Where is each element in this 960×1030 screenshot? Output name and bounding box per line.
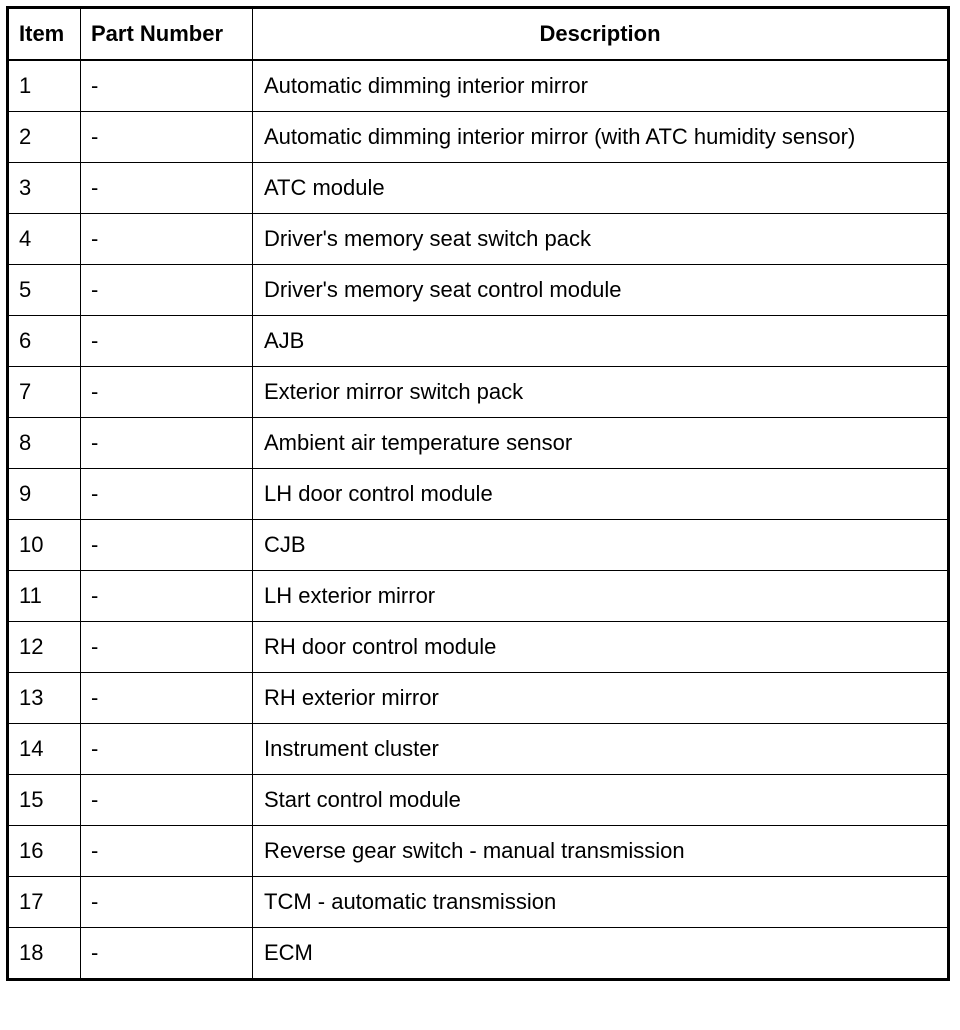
table-row [8, 163, 949, 214]
item-cell: 7 [8, 367, 81, 418]
item-cell: 18 [8, 928, 81, 980]
table-row [8, 877, 949, 928]
table-row [8, 265, 949, 316]
description-cell: ATC module [253, 163, 949, 214]
table-row [8, 571, 949, 622]
table-row [8, 316, 949, 367]
part-number-cell: - [81, 826, 253, 877]
part-number-cell: - [81, 214, 253, 265]
part-number-cell: - [81, 928, 253, 980]
item-cell: 15 [8, 775, 81, 826]
part-number-cell: - [81, 316, 253, 367]
table-row [8, 214, 949, 265]
table-row [8, 622, 949, 673]
part-number-cell: - [81, 265, 253, 316]
item-cell: 10 [8, 520, 81, 571]
part-number-cell: - [81, 367, 253, 418]
part-number-cell: - [81, 112, 253, 163]
table-row [8, 928, 949, 980]
description-cell: TCM - automatic transmission [253, 877, 949, 928]
part-number-cell: - [81, 877, 253, 928]
description-cell: Ambient air temperature sensor [253, 418, 949, 469]
item-cell: 1 [8, 60, 81, 112]
item-cell: 12 [8, 622, 81, 673]
item-cell: 14 [8, 724, 81, 775]
table-row [8, 520, 949, 571]
part-number-cell: - [81, 469, 253, 520]
description-cell: CJB [253, 520, 949, 571]
table-row [8, 60, 949, 112]
description-cell: ECM [253, 928, 949, 980]
item-column-header: Item [8, 8, 81, 61]
table-body [8, 60, 949, 980]
part-number-cell: - [81, 724, 253, 775]
table-header-row [8, 8, 949, 61]
table-row [8, 775, 949, 826]
item-cell: 2 [8, 112, 81, 163]
item-cell: 16 [8, 826, 81, 877]
description-column-header: Description [253, 8, 949, 61]
item-cell: 6 [8, 316, 81, 367]
table-row [8, 469, 949, 520]
part-number-cell: - [81, 622, 253, 673]
description-cell: AJB [253, 316, 949, 367]
item-cell: 8 [8, 418, 81, 469]
part-number-column-header: Part Number [81, 8, 253, 61]
part-number-cell: - [81, 163, 253, 214]
item-cell: 5 [8, 265, 81, 316]
table-row [8, 673, 949, 724]
description-cell: Automatic dimming interior mirror (with ATC humidity sensor) [253, 112, 949, 163]
description-cell: Automatic dimming interior mirror [253, 60, 949, 112]
item-cell: 13 [8, 673, 81, 724]
part-number-cell: - [81, 520, 253, 571]
item-cell: 4 [8, 214, 81, 265]
part-number-cell: - [81, 60, 253, 112]
description-cell: RH door control module [253, 622, 949, 673]
table-row [8, 826, 949, 877]
part-number-cell: - [81, 673, 253, 724]
description-cell: RH exterior mirror [253, 673, 949, 724]
item-cell: 9 [8, 469, 81, 520]
table-row [8, 367, 949, 418]
part-number-cell: - [81, 775, 253, 826]
part-number-cell: - [81, 571, 253, 622]
description-cell: Start control module [253, 775, 949, 826]
item-cell: 3 [8, 163, 81, 214]
item-cell: 17 [8, 877, 81, 928]
part-number-cell: - [81, 418, 253, 469]
table-row [8, 724, 949, 775]
table-row [8, 418, 949, 469]
parts-table [6, 6, 950, 981]
description-cell: Reverse gear switch - manual transmission [253, 826, 949, 877]
item-cell: 11 [8, 571, 81, 622]
description-cell: Driver's memory seat switch pack [253, 214, 949, 265]
description-cell: Driver's memory seat control module [253, 265, 949, 316]
table-row [8, 112, 949, 163]
description-cell: LH door control module [253, 469, 949, 520]
description-cell: LH exterior mirror [253, 571, 949, 622]
description-cell: Exterior mirror switch pack [253, 367, 949, 418]
description-cell: Instrument cluster [253, 724, 949, 775]
